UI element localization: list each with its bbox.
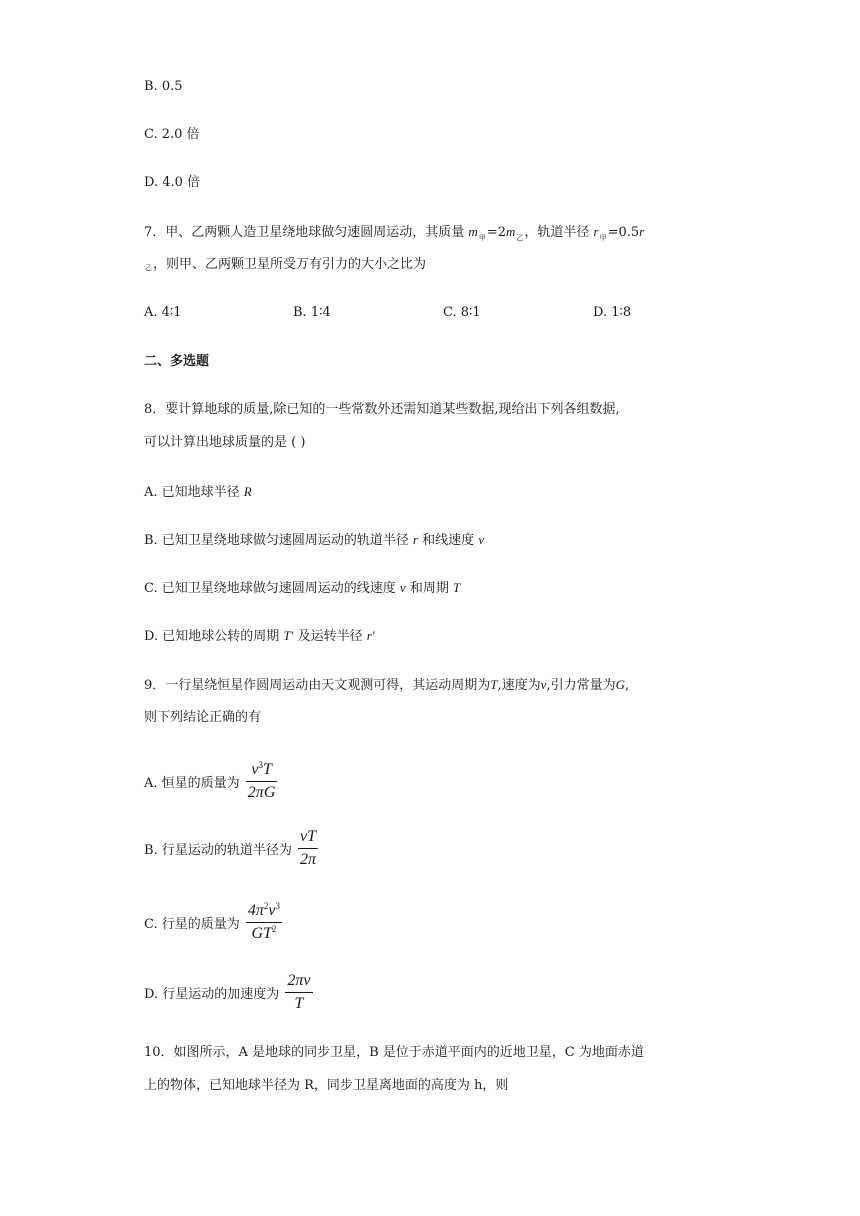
option-b-q7: B. 1∶4 — [293, 305, 331, 320]
question-8-line-1: 8．要计算地球的质量,除已知的一些常数外还需知道某些数据,现给出下列各组数据, — [144, 402, 620, 417]
option-d-q6: D. 4.0 倍 — [144, 175, 201, 190]
option-d-q9: D. 行星运动的加速度为 $\frac{2\pi v}{T}$ — [144, 972, 311, 1012]
option-c-q8: C. 已知卫星绕地球做匀速圆周运动的线速度 v 和周期 T — [144, 580, 461, 596]
option-b-q8: B. 已知卫星绕地球做匀速圆周运动的轨道半径 r 和线速度 v — [144, 532, 485, 548]
option-d-q7: D. 1∶8 — [593, 305, 632, 320]
fraction-orbit-radius: $\frac{vT}{2\pi}$ — [299, 828, 316, 868]
option-a-q8: A. 已知地球半径 R — [144, 484, 252, 500]
question-9-line-1: 9．一行星绕恒星作圆周运动由天文观测可得，其运动周期为T,速度为v,引力常量为G, — [144, 677, 630, 693]
option-a-q9: A. 恒星的质量为 $\frac{v^3T}{2\pi G}$ — [144, 760, 276, 801]
option-c-q6: C. 2.0 倍 — [144, 127, 200, 142]
question-9-line-2: 则下列结论正确的有 — [144, 710, 262, 725]
question-10-line-1: 10．如图所示，A 是地球的同步卫星，B 是位于赤道平面内的近地卫星，C 为地面赤道 — [144, 1045, 644, 1060]
option-b-q9: B. 行星运动的轨道半径为 $\frac{vT}{2\pi}$ — [144, 828, 316, 868]
option-a-q7: A. 4∶1 — [144, 305, 182, 320]
option-c-q9: C. 行星的质量为 $\frac{4\pi^2v^3}{GT^2}$ — [144, 901, 281, 942]
question-10-line-2: 上的物体，已知地球半径为 R，同步卫星离地面的高度为 h，则 — [144, 1078, 509, 1093]
fraction-acceleration: $\frac{2\pi v}{T}$ — [287, 972, 311, 1012]
option-d-q8: D. 已知地球公转的周期 T′ 及运转半径 r′ — [144, 628, 375, 644]
fraction-star-mass: $\frac{v^3T}{2\pi G}$ — [247, 760, 276, 801]
option-c-q7: C. 8∶1 — [443, 305, 481, 320]
fraction-planet-mass: $\frac{4\pi^2v^3}{GT^2}$ — [247, 901, 281, 942]
question-8-line-2: 可以计算出地球质量的是 ( ) — [144, 435, 306, 450]
question-7-line-1: 7．甲、乙两颗人造卫星绕地球做匀速圆周运动，其质量 $m_甲=2m_乙$，轨道半径 $r_甲=0.5r$ — [144, 224, 645, 242]
section-heading-multi-choice: 二、多选题 — [144, 354, 210, 369]
option-b-q6: B. 0.5 — [144, 79, 183, 94]
question-7-line-2: 乙，则甲、乙两颗卫星所受万有引力的大小之比为 — [145, 257, 427, 272]
